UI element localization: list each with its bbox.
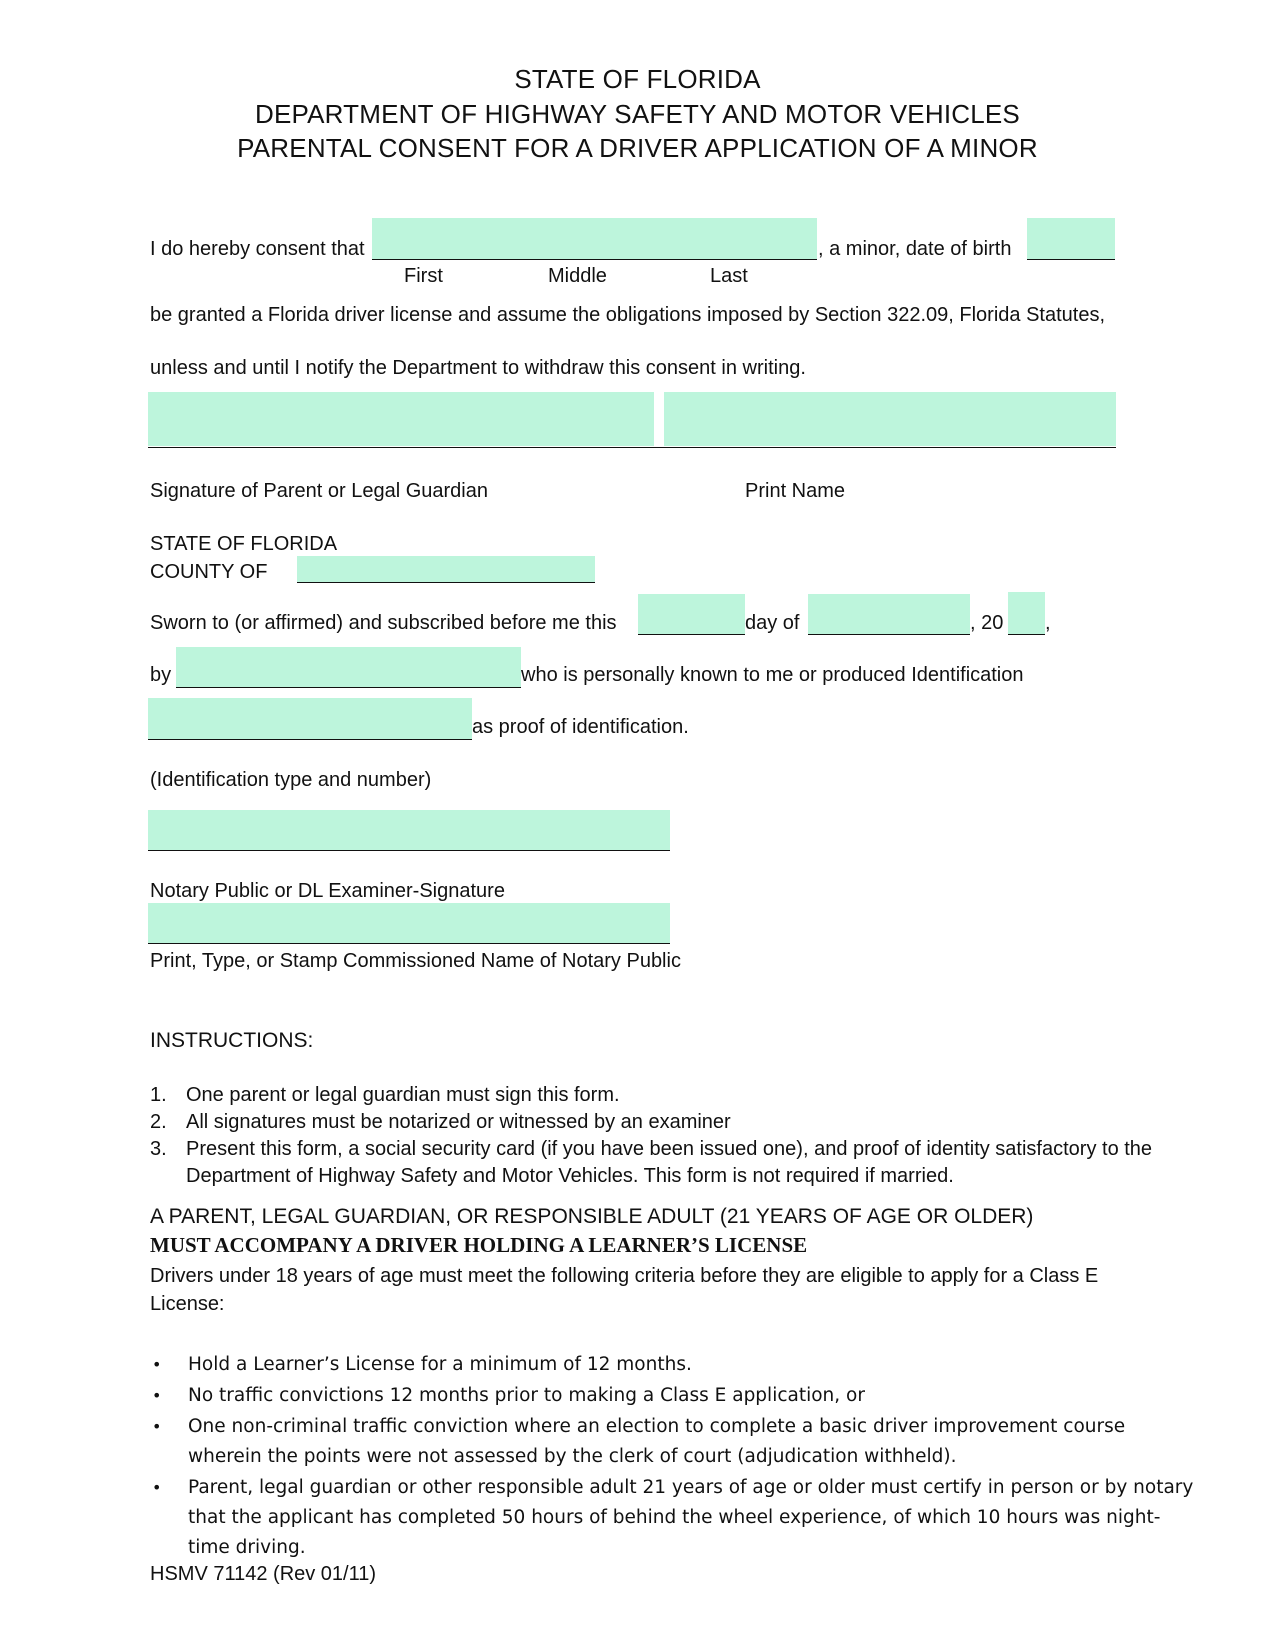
day-of-text: day of (745, 612, 800, 634)
instruction-number: 3. (150, 1138, 167, 1160)
minor-name-field[interactable] (372, 218, 817, 260)
instruction-number: 2. (150, 1111, 167, 1133)
instructions-list (150, 1082, 1200, 1190)
date-of-birth-field[interactable] (1027, 218, 1115, 260)
sworn-text: Sworn to (or affirmed) and subscribed before me this (150, 612, 617, 634)
form-id: HSMV 71142 (Rev 01/11) (150, 1563, 377, 1585)
by-name-underline (176, 687, 521, 688)
criteria-item (150, 1473, 1200, 1563)
year-underline (1008, 634, 1045, 635)
year-field[interactable] (1008, 592, 1045, 634)
id-type-label: (Identification type and number) (150, 769, 432, 791)
by-label: by (150, 664, 172, 686)
parent-signature-field[interactable] (148, 392, 654, 446)
instructions-heading: INSTRUCTIONS: (150, 1029, 314, 1052)
print-name-label: Print Name (745, 480, 846, 502)
county-field[interactable] (297, 556, 595, 582)
notary-state: STATE OF FLORIDA (150, 533, 338, 555)
criteria-text: Parent, legal guardian or other responsible adult 21 years of age or older must certify in person or by notary that the applicant has completed 50 hours of behind the wheel experience, of which 10 hours was night-time driving. (188, 1477, 1194, 1558)
learner-subheading: MUST ACCOMPANY A DRIVER HOLDING A LEARNER’S LICENSE (150, 1233, 808, 1257)
year-prefix: , 20 (970, 612, 1004, 634)
label-last: Last (710, 265, 748, 287)
notary-signature-field[interactable] (148, 810, 670, 850)
bullet-icon: • (152, 1417, 162, 1436)
consent-intro: I do hereby consent that (150, 238, 365, 260)
first-name-underline (372, 259, 525, 260)
notary-name-label: Print, Type, or Stamp Commissioned Name of Notary Public (150, 950, 681, 972)
bullet-icon: • (152, 1478, 162, 1497)
learner-heading: A PARENT, LEGAL GUARDIAN, OR RESPONSIBLE ADULT (21 YEARS OF AGE OR OLDER) (150, 1205, 1034, 1228)
header-form-title: PARENTAL CONSENT FOR A DRIVER APPLICATION OF A MINOR (237, 133, 1038, 163)
bullet-icon: • (152, 1355, 162, 1374)
header-state: STATE OF FLORIDA (514, 64, 761, 94)
label-middle: Middle (548, 265, 607, 287)
identification-underline (148, 739, 472, 740)
dob-underline (1027, 259, 1115, 260)
notary-name-field[interactable] (148, 903, 670, 943)
instruction-item (150, 1082, 1200, 1109)
year-suffix: , (1045, 612, 1051, 634)
county-label: COUNTY OF (150, 561, 268, 583)
learner-intro: Drivers under 18 years of age must meet the following criteria before they are eligible to apply for a Class E License: (150, 1265, 1099, 1315)
identification-field[interactable] (148, 698, 472, 739)
criteria-text: One non-criminal traffic conviction where an election to complete a basic driver improvement course wherein the points were not assessed by the clerk of court (adjudication withheld). (188, 1416, 1126, 1467)
instruction-item (150, 1136, 1200, 1190)
criteria-list (150, 1350, 1200, 1564)
criteria-item (150, 1381, 1200, 1411)
signature-underline (148, 447, 1116, 448)
instruction-number: 1. (150, 1084, 167, 1106)
header-department: DEPARTMENT OF HIGHWAY SAFETY AND MOTOR VEHICLES (255, 99, 1020, 129)
instruction-text: One parent or legal guardian must sign this form. (186, 1084, 620, 1106)
day-field[interactable] (638, 594, 745, 634)
print-name-field[interactable] (664, 392, 1116, 446)
consent-body-line2: unless and until I notify the Department to withdraw this consent in writing. (150, 357, 806, 379)
bullet-icon: • (152, 1386, 162, 1405)
county-underline (297, 582, 595, 583)
minor-dob-text: , a minor, date of birth (818, 238, 1012, 260)
notary-signature-label: Notary Public or DL Examiner-Signature (150, 880, 505, 902)
month-underline (808, 634, 970, 635)
by-name-field[interactable] (176, 647, 521, 687)
instruction-text: All signatures must be notarized or witnessed by an examiner (186, 1111, 731, 1133)
notary-name-underline (148, 943, 670, 944)
known-text: who is personally known to me or produced Identification (521, 664, 1024, 686)
criteria-text: No traffic convictions 12 months prior to making a Class E application, or (188, 1385, 865, 1406)
criteria-item (150, 1350, 1200, 1380)
instruction-text: Present this form, a social security card (if you have been issued one), and proof of identity satisfactory to the Department of Highway Safety and Motor Vehicles. This form is not required if married. (186, 1138, 1153, 1187)
parent-signature-label: Signature of Parent or Legal Guardian (150, 480, 488, 502)
criteria-item (150, 1412, 1200, 1472)
criteria-text: Hold a Learner’s License for a minimum of 12 months. (188, 1354, 692, 1375)
middle-last-underline (525, 259, 817, 260)
instruction-item (150, 1109, 1200, 1136)
day-underline (638, 634, 745, 635)
notary-signature-underline (148, 850, 670, 851)
month-field[interactable] (808, 594, 970, 634)
label-first: First (404, 265, 443, 287)
consent-body-line1: be granted a Florida driver license and assume the obligations imposed by Section 322.09, Florida Statutes, (150, 304, 1105, 326)
proof-text: as proof of identification. (472, 716, 689, 738)
